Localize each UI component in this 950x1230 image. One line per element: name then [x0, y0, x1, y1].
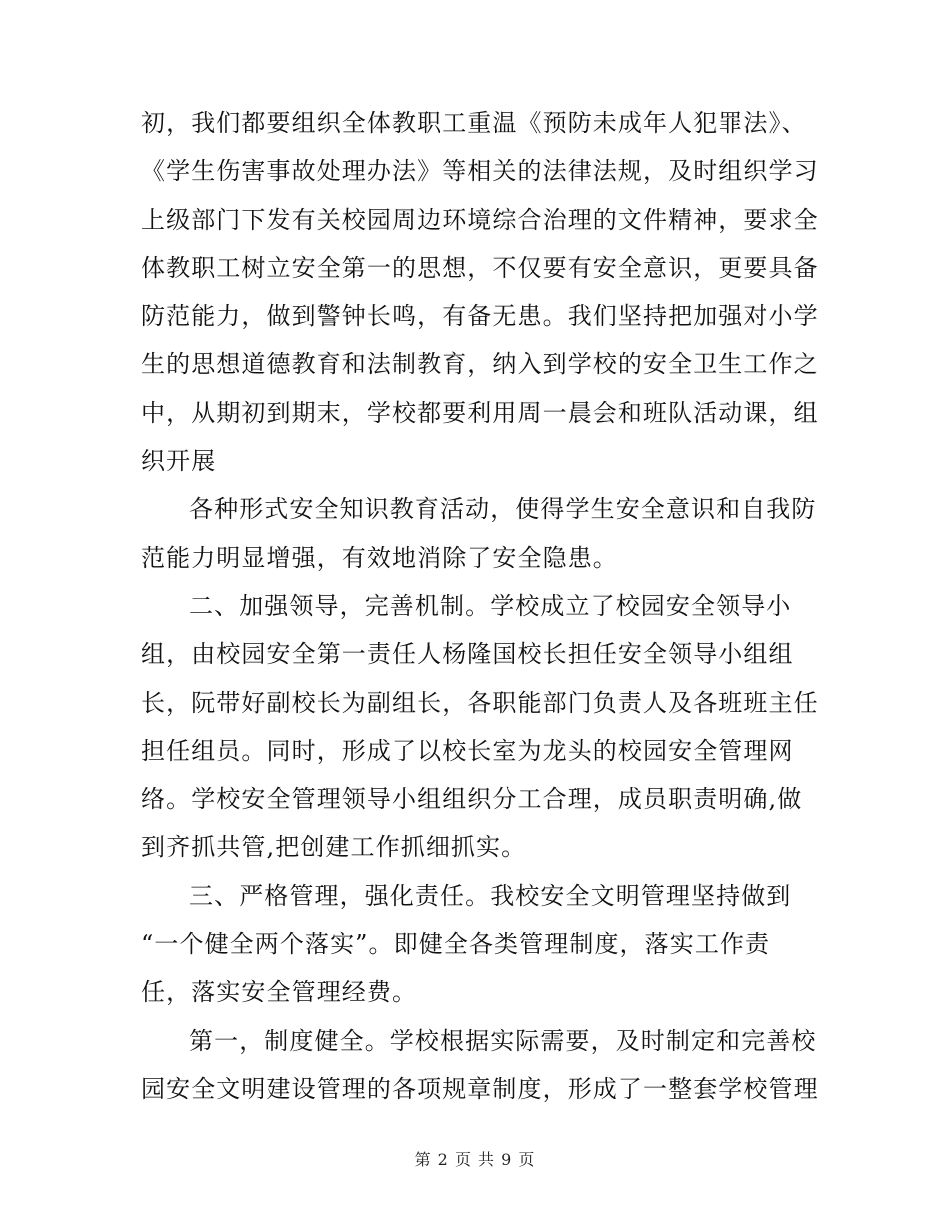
document-body: [141, 99, 819, 1113]
text-line: 园安全文明建设管理的各项规章制度，形成了一整套学校管理: [141, 1074, 819, 1103]
text-line: 织开展: [141, 447, 217, 476]
text-line: 范能力明显增强，有效地消除了安全隐患。: [141, 543, 618, 572]
text-line: 防范能力，做到警钟长鸣，有备无患。我们坚持把加强对小学: [141, 302, 819, 331]
page-number-footer: 第 2 页 共 9 页: [414, 1150, 536, 1169]
paragraph-start-line: 二、加强领导，完善机制。学校成立了校园安全领导小: [189, 591, 792, 620]
text-line: “一个健全两个落实”。即健全各类管理制度，落实工作责: [141, 930, 771, 959]
text-line: 长，阮带好副校长为副组长，各职能部门负责人及各班班主任: [141, 688, 819, 717]
text-line: 体教职工树立安全第一的思想，不仅要有安全意识，更要具备: [141, 253, 819, 282]
text-line: 担任组员。同时，形成了以校长室为龙头的校园安全管理网: [141, 736, 794, 765]
text-line: 任，落实安全管理经费。: [141, 978, 418, 1007]
text-line: 上级部门下发有关校园周边环境综合治理的文件精神，要求全: [141, 205, 819, 234]
paragraph-start-line: 各种形式安全知识教育活动，使得学生安全意识和自我防: [189, 495, 817, 524]
paragraph-start-line: 第一，制度健全。学校根据实际需要，及时制定和完善校: [189, 1026, 817, 1055]
text-line: 络。学校安全管理领导小组组织分工合理，成员职责明确,做: [141, 785, 803, 814]
text-line: 中，从期初到期末，学校都要利用周一晨会和班队活动课，组: [141, 398, 819, 427]
text-line: 到齐抓共管,把创建工作抓细抓实。: [141, 833, 527, 862]
text-line: 《学生伤害事故处理办法》等相关的法律法规，及时组织学习: [141, 157, 819, 186]
text-line: 初，我们都要组织全体教职工重温《预防未成年人犯罪法》、: [141, 109, 807, 137]
text-line: 组，由校园安全第一责任人杨隆国校长担任安全领导小组组: [141, 640, 794, 669]
paragraph-start-line: 三、严格管理，强化责任。我校安全文明管理坚持做到: [189, 881, 792, 910]
text-line: 生的思想道德教育和法制教育，纳入到学校的安全卫生工作之: [141, 350, 819, 379]
